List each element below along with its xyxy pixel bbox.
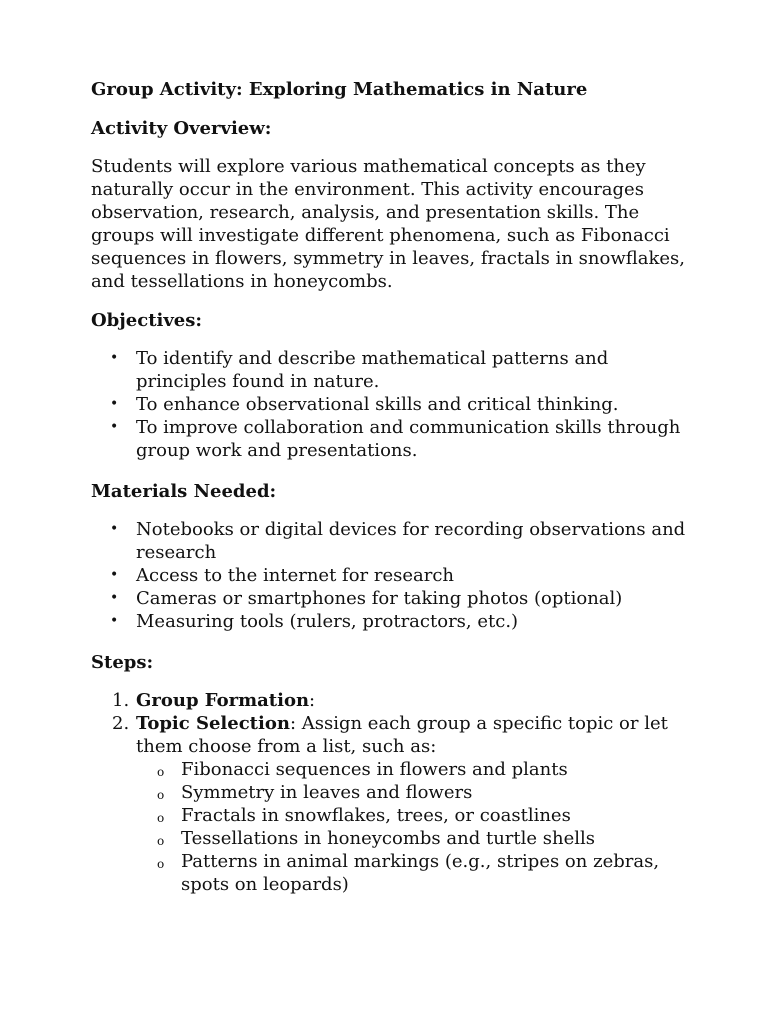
- objective-item: • To enhance observational skills and critical thinking.: [91, 393, 688, 416]
- materials-heading: Materials Needed:: [91, 481, 277, 502]
- topic-item: o Patterns in animal markings (e.g., stripes on zebras, spots on leopards): [136, 850, 688, 896]
- overview-heading: Activity Overview:: [91, 118, 272, 139]
- topic-item: o Fibonacci sequences in flowers and plants: [136, 758, 688, 781]
- topic-item: o Symmetry in leaves and flowers: [136, 781, 688, 804]
- step-item: [91, 712, 688, 896]
- material-item: • Cameras or smartphones for taking photos (optional): [91, 587, 688, 610]
- material-item: • Measuring tools (rulers, protractors, etc.): [91, 610, 688, 633]
- step-number: 2.: [112, 713, 130, 734]
- topic-sublist: [136, 758, 688, 896]
- material-item: • Notebooks or digital devices for recording observations and research: [91, 518, 688, 564]
- objective-item: • To identify and describe mathematical patterns and principles found in nature.: [91, 347, 688, 393]
- step-text: : Assign each group a specific topic or let them choose from a list, such as:: [136, 713, 668, 757]
- step-number: 1.: [112, 690, 130, 711]
- objective-item: • To improve collaboration and communication skills through group work and presentations.: [91, 416, 688, 462]
- step-label: Group Formation: [136, 690, 310, 711]
- topic-item: o Fractals in snowflakes, trees, or coastlines: [136, 804, 688, 827]
- steps-list: [91, 689, 688, 896]
- materials-list: [91, 518, 688, 633]
- objectives-list: [91, 347, 688, 462]
- document-title: Group Activity: Exploring Mathematics in Nature: [91, 79, 588, 100]
- overview-text: Students will explore various mathematical concepts as they naturally occur in the environment. This activity encourages observation, research, analysis, and presentation skills. The groups will investigate different phenomena, such as Fibonacci sequences in flowers, symmetry in leaves, fractals in snowflakes, and tessellations in honeycombs.: [91, 156, 685, 292]
- steps-heading: Steps:: [91, 652, 154, 673]
- step-text: :: [309, 690, 316, 711]
- objectives-heading: Objectives:: [91, 310, 203, 331]
- topic-item: o Tessellations in honeycombs and turtle shells: [136, 827, 688, 850]
- step-item: [91, 689, 688, 712]
- step-label: Topic Selection: [136, 713, 290, 734]
- material-item: • Access to the internet for research: [91, 564, 688, 587]
